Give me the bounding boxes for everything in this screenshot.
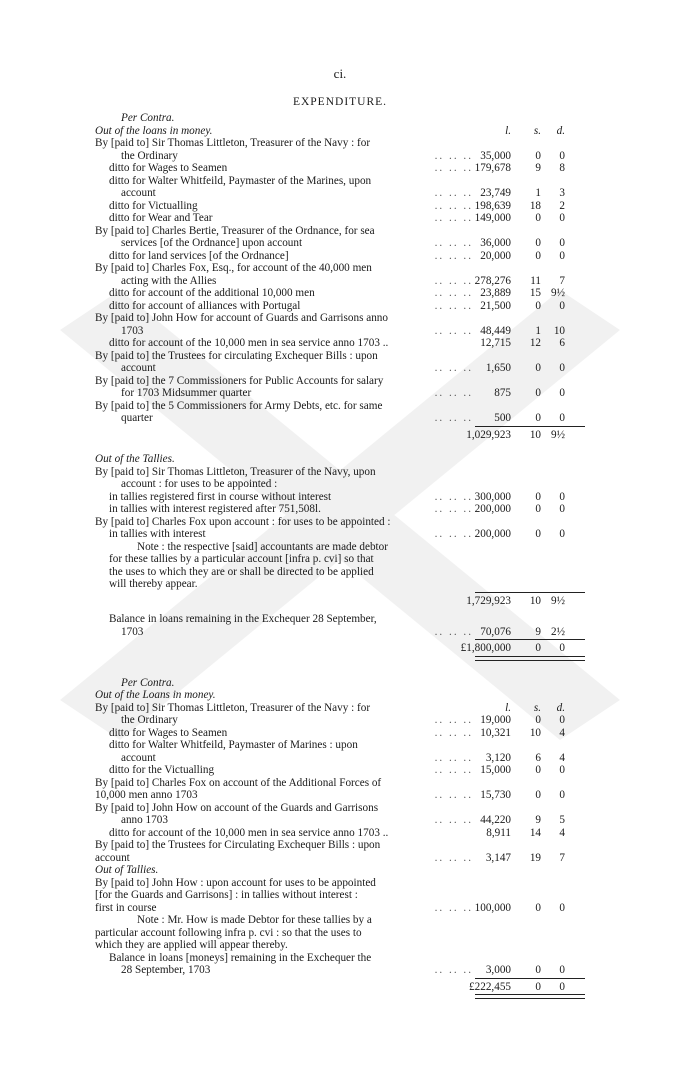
double-rule [95, 993, 585, 997]
shillings-value: 1 [535, 324, 541, 337]
shillings-value: 11 [530, 274, 541, 287]
entry-text: 1703 [121, 625, 144, 638]
ledger-row [95, 375, 585, 388]
entry-text: in tallies with interest [109, 528, 206, 540]
dot-leader: .. .. .. [434, 714, 473, 726]
entry-text: quarter [121, 412, 153, 424]
shillings-value: 19 [529, 851, 541, 864]
dot-leader: .. .. .. [434, 751, 473, 764]
pounds-value: 1,029,923 [466, 428, 511, 441]
pence-value: 0 [559, 642, 565, 654]
shillings-value: 0 [535, 714, 541, 726]
ledger-row [95, 362, 585, 375]
rule-line [475, 656, 585, 661]
pounds-value: 20,000 [480, 249, 511, 262]
dot-leader: .. .. .. [434, 490, 473, 503]
pence-value: 0 [559, 299, 565, 312]
ledger-row [95, 939, 585, 952]
ledger-row [95, 789, 585, 802]
ledger-row [95, 852, 585, 865]
ledger-row [95, 412, 585, 425]
shillings-value: 0 [535, 964, 541, 976]
dot-leader: .. .. .. [434, 764, 473, 776]
pounds-value: 36,000 [480, 237, 511, 249]
dot-leader: .. .. .. [434, 814, 473, 826]
ledger-row [95, 429, 585, 442]
double-rule [95, 655, 585, 659]
pence-value: 10 [553, 324, 565, 337]
shillings-value: 10 [529, 594, 541, 607]
ledger-row [95, 553, 585, 566]
ledger-row [95, 752, 585, 765]
dot-leader: .. .. .. [434, 249, 473, 262]
ledger-row [95, 466, 585, 479]
ledger-row [95, 677, 585, 690]
dot-leader: .. .. .. [434, 274, 473, 287]
shillings-value: 0 [535, 387, 541, 399]
pounds-value: 3,000 [485, 964, 511, 976]
ledger-row [95, 566, 585, 579]
shillings-value: 0 [535, 249, 541, 262]
entry-text: acting with the Allies [121, 274, 217, 287]
ledger-row [95, 528, 585, 541]
ledger-row [95, 287, 585, 300]
shillings-value: 14 [529, 826, 541, 839]
pence-value: 0 [559, 503, 565, 515]
entry-text: By [paid to] John How for account of Guards and Garrisons anno [95, 312, 388, 324]
entry-text: ditto for Walter Whitfeild, Paymaster of the Marines, upon [109, 174, 372, 187]
ledger-row [95, 902, 585, 915]
pence-value: 0 [559, 362, 565, 374]
entry-text: ditto for Walter Whitfeild, Paymaster of Marines : upon [109, 739, 358, 751]
ledger-row [95, 478, 585, 491]
entry-text: ditto for account of the additional 10,000 men [109, 287, 315, 299]
shillings-value: 0 [535, 212, 541, 224]
ledger-row [95, 827, 585, 840]
ledger-row [95, 137, 585, 150]
shillings-value: 9 [535, 625, 541, 638]
entry-text: ditto for account of the 10,000 men in sea service anno 1703 .. [109, 337, 389, 349]
rule-line [475, 426, 585, 427]
entry-text: anno 1703 [121, 814, 168, 826]
ledger-row [95, 764, 585, 777]
pence-value: 4 [559, 826, 565, 839]
entry-text: ditto for account of alliances with Portugal [109, 299, 301, 312]
ledger-row [95, 516, 585, 529]
ledger-row [95, 727, 585, 740]
entry-text: 1703 [121, 324, 144, 337]
pounds-value: £1,800,000 [460, 642, 511, 654]
shillings-value: 0 [535, 503, 541, 515]
pence-value: 4 [559, 751, 565, 764]
pence-value: 0 [559, 387, 565, 399]
rule-line [475, 994, 585, 999]
pence-value: 6 [559, 337, 565, 349]
pence-value: 2½ [551, 625, 565, 638]
dot-leader: .. .. .. [434, 237, 473, 249]
entry-text: services [of the Ordnance] upon account [121, 237, 303, 249]
pence-value: 9½ [551, 287, 565, 299]
entry-text: Note : the respective [said] accountants are made debtor [137, 540, 388, 553]
shillings-value: 18 [529, 199, 541, 212]
pence-value: 0 [559, 412, 565, 424]
ledger-row [95, 212, 585, 225]
pounds-value: l. [505, 701, 511, 714]
pence-value: 0 [559, 490, 565, 503]
entry-text: By [paid to] John How on account of the Guards and Garrisons [95, 801, 379, 814]
entry-text: the Ordinary [121, 149, 178, 162]
entry-text: for 1703 Midsummer quarter [121, 387, 252, 399]
ledger-row [95, 802, 585, 815]
entry-text: ditto for land services [of the Ordnance] [109, 249, 289, 262]
pence-value: 0 [559, 964, 565, 976]
dot-leader: .. .. .. [434, 187, 473, 199]
pence-value: 4 [559, 726, 565, 739]
pence-value: 9½ [551, 594, 565, 607]
entry-text: which they are applied will appear thereby. [95, 939, 288, 951]
rule-line [475, 592, 585, 593]
expenditure-sections [95, 112, 585, 997]
ledger-row [95, 964, 585, 977]
entry-text: By [paid to] Charles Fox, Esq., for account of the 40,000 men [95, 262, 372, 274]
pence-value: 7 [559, 274, 565, 287]
entry-text: By [paid to] Sir Thomas Littleton, Treasurer of the Navy : for [95, 137, 371, 149]
pounds-value: 48,449 [480, 324, 511, 337]
ledger-row [95, 503, 585, 516]
pounds-value: 19,000 [480, 714, 511, 726]
ledger-row [95, 150, 585, 163]
dot-leader: .. .. .. [434, 412, 473, 424]
entry-text: ditto for account of the 10,000 men in sea service anno 1703 .. [109, 826, 389, 839]
pounds-value: l. [505, 124, 511, 137]
ledger-row [95, 777, 585, 790]
ledger-row [95, 312, 585, 325]
entry-text: By [paid to] John How : upon account for uses to be appointed [95, 876, 376, 889]
ledger-row [95, 689, 585, 702]
shillings-value: 0 [535, 528, 541, 540]
entry-text: By [paid to] Charles Fox upon account : for uses to be appointed : [95, 515, 391, 528]
pounds-value: 1,729,923 [466, 594, 511, 607]
ledger-row [95, 839, 585, 852]
entry-text: By [paid to] the 7 Commissioners for Public Accounts for salary [95, 374, 384, 387]
dot-leader: .. .. .. [434, 149, 473, 162]
rule-line [475, 639, 585, 640]
column-header-row [95, 125, 585, 138]
shillings-value: s. [533, 124, 541, 137]
entry-text: Balance in loans [moneys] remaining in the Exchequer the [109, 951, 372, 964]
dot-leader: .. .. .. [434, 287, 473, 299]
ledger-row [95, 541, 585, 554]
entry-text: account [121, 187, 156, 199]
ledger-row [95, 262, 585, 275]
pounds-value: 23,749 [480, 187, 511, 199]
pounds-value: 149,000 [474, 212, 511, 224]
entry-text: in tallies registered first in course without interest [109, 490, 332, 503]
ledger-row [95, 814, 585, 827]
ledger-row [95, 739, 585, 752]
entry-text: By [paid to] Charles Fox on account of the Additional Forces of [95, 776, 382, 789]
ledger-row [95, 300, 585, 313]
entry-text: Per Contra. [121, 112, 175, 124]
ledger-row [95, 491, 585, 504]
pounds-value: 10,321 [480, 726, 511, 739]
pounds-value: 21,500 [480, 299, 511, 312]
ledger-row [95, 187, 585, 200]
ledger-row [95, 714, 585, 727]
pence-value: 0 [559, 237, 565, 249]
pounds-value: 179,678 [474, 162, 511, 174]
ledger-row [95, 981, 585, 994]
entry-text: ditto for Wages to Seamen [109, 726, 228, 739]
shillings-value: 10 [529, 428, 541, 441]
shillings-value: 0 [535, 764, 541, 776]
dot-leader: .. .. .. [434, 324, 473, 337]
pounds-value: 200,000 [474, 528, 511, 540]
ledger-row [95, 325, 585, 338]
entry-text: Out of the Tallies. [95, 453, 175, 465]
entry-text: ditto for Wages to Seamen [109, 162, 228, 174]
pence-value: 7 [559, 851, 565, 864]
pence-value: d. [556, 124, 565, 137]
ledger-row [95, 387, 585, 400]
entry-text: in tallies with interest registered after 751,508l. [109, 503, 321, 515]
entry-text: By [paid to] the 5 Commissioners for Army Debts, etc. for same [95, 399, 383, 412]
entry-text: the uses to which they are or shall be directed to be applied [109, 565, 374, 578]
pounds-value: 1,650 [485, 362, 511, 374]
pounds-value: 15,730 [480, 789, 511, 801]
page-heading: EXPENDITURE. [292, 96, 388, 108]
pence-value: 2 [559, 199, 565, 212]
pence-value: 3 [559, 187, 565, 199]
pounds-value: 44,220 [480, 814, 511, 826]
entry-text: account : for uses to be appointed : [121, 478, 278, 490]
entry-text: Out of the loans in money. [95, 124, 213, 137]
entry-text: for these tallies by a particular account [infra p. cvi] so that [109, 553, 374, 565]
dot-leader: .. .. .. [434, 726, 473, 739]
shillings-value: s. [533, 701, 541, 714]
dot-leader: .. .. .. [434, 964, 473, 976]
pence-value: 0 [559, 212, 565, 224]
shillings-value: 0 [535, 299, 541, 312]
entry-text: first in course [95, 901, 157, 914]
dot-leader: .. .. .. [434, 212, 473, 224]
entry-text: Note : Mr. How is made Debtor for these tallies by a [137, 914, 372, 926]
ledger-row [95, 175, 585, 188]
pounds-value: 3,120 [485, 751, 511, 764]
ledger-row [95, 952, 585, 965]
entry-text: By [paid to] the Trustees for Circulating Exchequer Bills : upon [95, 839, 381, 851]
entry-text: account [121, 362, 156, 374]
dot-leader: .. .. .. [434, 503, 473, 515]
entry-text: By [paid to] Charles Bertie, Treasurer of the Ordnance, for sea [95, 224, 375, 237]
shillings-value: 12 [529, 337, 541, 349]
entry-text: account [121, 751, 156, 764]
entry-text: will thereby appear. [109, 578, 198, 590]
rule-line [475, 978, 585, 979]
pounds-value: 12,715 [480, 337, 511, 349]
entry-text: Out of the Loans in money. [95, 689, 216, 701]
pounds-value: 300,000 [474, 490, 511, 503]
pence-value: 0 [559, 149, 565, 162]
ledger-row [95, 914, 585, 927]
shillings-value: 9 [535, 814, 541, 826]
page-number: ci. [333, 66, 347, 81]
dot-leader: .. .. .. [434, 851, 473, 864]
dot-leader: .. .. .. [434, 789, 473, 801]
pence-value: 0 [559, 789, 565, 801]
entry-text: Per Contra. [121, 676, 175, 689]
ledger-row [95, 927, 585, 940]
dot-leader: .. .. .. [434, 387, 473, 399]
entry-text: particular account following infra p. cvi : so that the uses to [95, 926, 362, 939]
shillings-value: 0 [535, 362, 541, 374]
shillings-value: 1 [535, 187, 541, 199]
pence-value: 0 [559, 249, 565, 262]
pounds-value: 70,076 [480, 625, 511, 638]
entry-text: [for the Guards and Garrisons] : in tallies without interest : [95, 889, 358, 901]
dot-leader: .. .. .. [434, 199, 473, 212]
entry-text: By [paid to] the Trustees for circulating Exchequer Bills : upon [95, 349, 378, 362]
ledger-row [95, 237, 585, 250]
pence-value: 0 [559, 714, 565, 726]
shillings-value: 0 [535, 901, 541, 914]
pounds-value: 200,000 [474, 503, 511, 515]
entry-text: ditto for Victualling [109, 199, 198, 212]
ledger-row [95, 200, 585, 213]
shillings-value: 0 [535, 642, 541, 654]
pounds-value: 35,000 [480, 149, 511, 162]
shillings-value: 0 [535, 789, 541, 801]
shillings-value: 0 [535, 490, 541, 503]
ledger-row [95, 350, 585, 363]
ledger-row [95, 864, 585, 877]
dot-leader: .. .. .. [434, 625, 473, 638]
dot-leader: .. .. .. [434, 162, 473, 174]
pounds-value: 875 [494, 387, 511, 399]
dot-leader: .. .. .. [434, 528, 473, 540]
entry-text: ditto for the Victualling [109, 764, 215, 776]
ledger-row [95, 225, 585, 238]
shillings-value: 0 [535, 980, 541, 993]
pounds-value: 15,000 [480, 764, 511, 776]
ledger-row [95, 642, 585, 655]
pounds-value: 23,889 [480, 287, 511, 299]
ledger-section [95, 677, 585, 998]
ledger-row [95, 595, 585, 608]
document-page [95, 60, 585, 997]
ledger-row [95, 453, 585, 466]
ledger-row [95, 889, 585, 902]
ledger-row [95, 162, 585, 175]
dot-leader: .. .. .. [434, 362, 473, 374]
shillings-value: 0 [535, 149, 541, 162]
ledger-row [95, 112, 585, 125]
pence-value: 0 [559, 980, 565, 993]
entry-text: By [paid to] Sir Thomas Littleton, Treasurer of the Navy : for [95, 701, 371, 714]
ledger-row [95, 578, 585, 591]
entry-text: 10,000 men anno 1703 [95, 789, 198, 801]
shillings-value: 10 [529, 726, 541, 739]
pounds-value: 500 [494, 412, 511, 424]
spacer [95, 441, 585, 453]
ledger-row [95, 877, 585, 890]
pounds-value: 8,911 [486, 826, 511, 839]
ledger-row [95, 275, 585, 288]
shillings-value: 9 [535, 162, 541, 174]
dot-leader: .. .. .. [434, 901, 473, 914]
ledger-section [95, 112, 585, 659]
pounds-value: 278,276 [474, 274, 511, 287]
shillings-value: 15 [529, 287, 541, 299]
pounds-value: £222,455 [469, 980, 511, 993]
entry-text: 28 September, 1703 [121, 964, 211, 976]
pence-value: 8 [559, 162, 565, 174]
entry-text: Out of Tallies. [95, 864, 159, 876]
entry-text: By [paid to] Sir Thomas Littleton, Treasurer of the Navy, upon [95, 465, 376, 478]
ledger-row [95, 250, 585, 263]
pence-value: 0 [559, 528, 565, 540]
entry-text: the Ordinary [121, 714, 178, 726]
shillings-value: 6 [535, 751, 541, 764]
ledger-row [95, 400, 585, 413]
entry-text: account [95, 851, 130, 864]
pounds-value: 100,000 [474, 901, 511, 914]
ledger-row [95, 337, 585, 350]
pence-value: 5 [559, 814, 565, 826]
entry-text: Balance in loans remaining in the Exchequer 28 September, [109, 613, 377, 625]
entry-text: ditto for Wear and Tear [109, 212, 213, 224]
pence-value: 9½ [551, 428, 565, 441]
pence-value: 0 [559, 901, 565, 914]
ledger-row [95, 626, 585, 639]
shillings-value: 0 [535, 412, 541, 424]
pence-value: d. [556, 701, 565, 714]
dot-leader: .. .. .. [434, 299, 473, 312]
pence-value: 0 [559, 764, 565, 776]
ledger-row [95, 613, 585, 626]
pounds-value: 3,147 [485, 851, 511, 864]
column-header-row [95, 702, 585, 715]
pounds-value: 198,639 [474, 199, 511, 212]
shillings-value: 0 [535, 237, 541, 249]
